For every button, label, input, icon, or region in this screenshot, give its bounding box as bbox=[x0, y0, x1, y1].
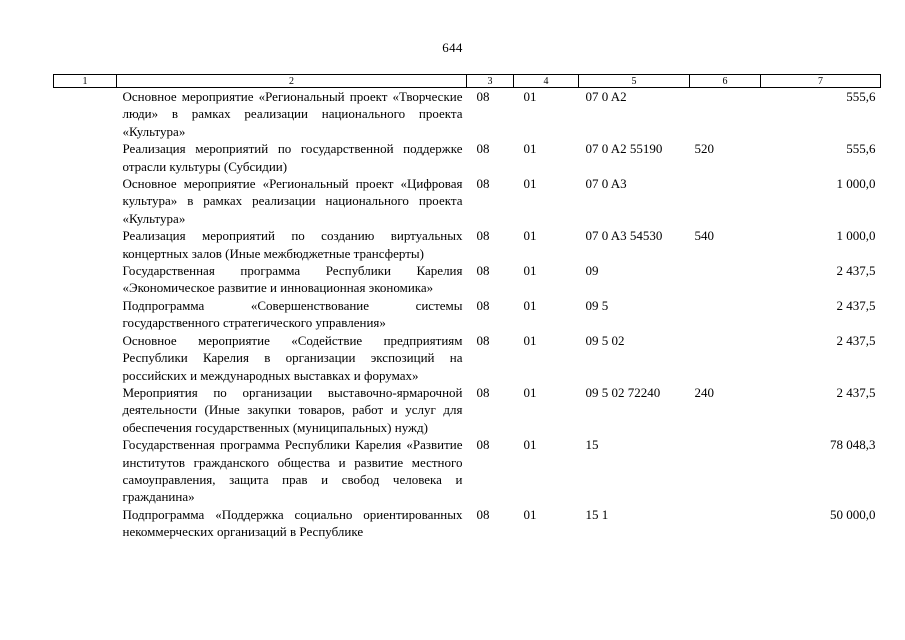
table-body bbox=[54, 88, 881, 541]
amount-cell: 2 437,5 bbox=[836, 384, 876, 400]
table-header bbox=[54, 75, 881, 88]
row-name-cell: Основное мероприятие «Региональный проект «Цифровая культура» в рамках реализации национального проекта «Культура» bbox=[122, 176, 463, 226]
subsection-code-cell: 01 bbox=[523, 141, 537, 157]
row-number-cell bbox=[54, 506, 117, 541]
subsection-code-cell: 01 bbox=[523, 228, 537, 244]
expense-type-cell: 520 bbox=[694, 141, 714, 157]
amount-cell: 555,6 bbox=[846, 89, 876, 104]
row-name-cell: Основное мероприятие «Содействие предприятиям Республики Карелия в организации экспозиций на российских и международных выставках и форумах» bbox=[122, 332, 463, 383]
budget-table bbox=[53, 74, 881, 541]
header-row bbox=[54, 75, 881, 88]
target-article-cell: 15 bbox=[585, 437, 599, 453]
target-article-cell: 07 0 A3 bbox=[585, 176, 627, 192]
amount-cell: 2 437,5 bbox=[836, 332, 876, 348]
expense-type-cell: 240 bbox=[694, 384, 714, 400]
expense-type-cell bbox=[690, 297, 761, 332]
column-header-7: 7 bbox=[761, 75, 881, 88]
row-name-cell: Государственная программа Республики Карелия «Развитие институтов гражданского общества и развитие местного самоуправления, защита прав и свобод человека и гражданина» bbox=[122, 437, 463, 505]
section-code-cell: 08 bbox=[476, 384, 490, 400]
section-code-cell: 08 bbox=[476, 437, 490, 453]
section-code-cell: 08 bbox=[476, 506, 490, 522]
row-number-cell bbox=[54, 175, 117, 227]
expense-type-cell: 540 bbox=[694, 228, 714, 244]
target-article-cell: 07 0 A2 bbox=[585, 89, 627, 104]
row-number-cell bbox=[54, 384, 117, 436]
target-article-cell: 15 1 bbox=[585, 506, 609, 522]
table-row bbox=[54, 175, 881, 227]
row-name-cell: Подпрограмма «Поддержка социально ориентированных некоммерческих организаций в Республике bbox=[122, 506, 463, 540]
amount-cell: 555,6 bbox=[846, 141, 876, 157]
page-number: 644 bbox=[442, 40, 463, 55]
section-code-cell: 08 bbox=[476, 332, 490, 348]
row-number-cell bbox=[54, 262, 117, 297]
row-name-cell: Государственная программа Республики Карелия «Экономическое развитие и инновационная экономика» bbox=[122, 263, 463, 296]
column-header-1: 1 bbox=[54, 75, 117, 88]
row-number-cell bbox=[54, 332, 117, 384]
section-code-cell: 08 bbox=[476, 141, 490, 157]
table-row bbox=[54, 140, 881, 175]
amount-cell: 2 437,5 bbox=[836, 263, 876, 279]
row-name-cell: Реализация мероприятий по государственной поддержке отрасли культуры (Субсидии) bbox=[122, 141, 463, 174]
row-name-cell: Основное мероприятие «Региональный проект «Творческие люди» в рамках реализации национального проекта «Культура» bbox=[122, 89, 463, 139]
subsection-code-cell: 01 bbox=[523, 176, 537, 192]
amount-cell: 2 437,5 bbox=[836, 297, 876, 313]
table-row bbox=[54, 436, 881, 506]
row-number-cell bbox=[54, 436, 117, 506]
row-number-cell bbox=[54, 227, 117, 262]
section-code-cell: 08 bbox=[476, 297, 490, 313]
amount-cell: 1 000,0 bbox=[836, 228, 876, 244]
column-header-6: 6 bbox=[690, 75, 761, 88]
column-header-3: 3 bbox=[467, 75, 514, 88]
section-code-cell: 08 bbox=[476, 176, 490, 192]
target-article-cell: 09 bbox=[585, 263, 599, 279]
column-header-2: 2 bbox=[117, 75, 467, 88]
column-header-4: 4 bbox=[514, 75, 579, 88]
column-header-5: 5 bbox=[579, 75, 690, 88]
expense-type-cell bbox=[690, 175, 761, 227]
subsection-code-cell: 01 bbox=[523, 506, 537, 522]
subsection-code-cell: 01 bbox=[523, 384, 537, 400]
table-row bbox=[54, 227, 881, 262]
subsection-code-cell: 01 bbox=[523, 263, 537, 279]
subsection-code-cell: 01 bbox=[523, 437, 537, 453]
row-name-cell: Реализация мероприятий по созданию виртуальных концертных залов (Иные межбюджетные трансферты) bbox=[122, 228, 463, 261]
expense-type-cell bbox=[690, 436, 761, 506]
section-code-cell: 08 bbox=[476, 263, 490, 279]
section-code-cell: 08 bbox=[476, 89, 490, 104]
amount-cell: 78 048,3 bbox=[830, 437, 876, 453]
target-article-cell: 07 0 A3 54530 bbox=[585, 228, 663, 244]
target-article-cell: 07 0 A2 55190 bbox=[585, 141, 663, 157]
row-number-cell bbox=[54, 297, 117, 332]
table-row bbox=[54, 88, 881, 141]
table-row bbox=[54, 506, 881, 541]
subsection-code-cell: 01 bbox=[523, 332, 537, 348]
amount-cell: 50 000,0 bbox=[830, 506, 876, 522]
table-row bbox=[54, 297, 881, 332]
target-article-cell: 09 5 bbox=[585, 297, 609, 313]
row-name-cell: Подпрограмма «Совершенствование системы государственного стратегического управления» bbox=[122, 297, 463, 331]
expense-type-cell bbox=[690, 506, 761, 541]
target-article-cell: 09 5 02 bbox=[585, 332, 625, 348]
row-number-cell bbox=[54, 88, 117, 141]
expense-type-cell bbox=[690, 262, 761, 297]
target-article-cell: 09 5 02 72240 bbox=[585, 384, 661, 400]
table-row bbox=[54, 262, 881, 297]
table-row bbox=[54, 384, 881, 436]
subsection-code-cell: 01 bbox=[523, 89, 537, 104]
row-name-cell: Мероприятия по организации выставочно-ярмарочной деятельности (Иные закупки товаров, работ и услуг для обеспечения государственных (муниципальных) нужд) bbox=[122, 384, 463, 435]
section-code-cell: 08 bbox=[476, 228, 490, 244]
amount-cell: 1 000,0 bbox=[836, 176, 876, 192]
expense-type-cell bbox=[690, 88, 761, 141]
subsection-code-cell: 01 bbox=[523, 297, 537, 313]
expense-type-cell bbox=[690, 332, 761, 384]
table-row bbox=[54, 332, 881, 384]
row-number-cell bbox=[54, 140, 117, 175]
